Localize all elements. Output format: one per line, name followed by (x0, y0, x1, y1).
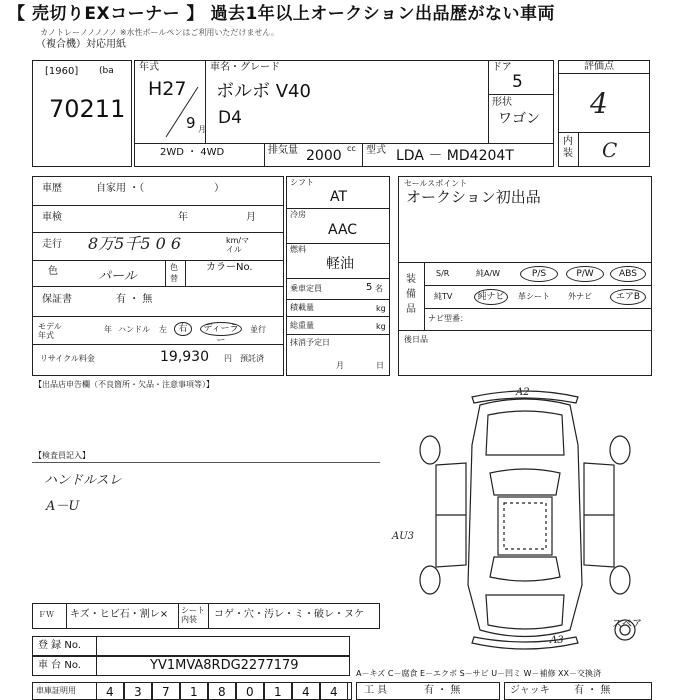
era-year: H27 (148, 78, 187, 100)
sales-point-text: オークション初出品 (406, 188, 541, 206)
inspector-underline (32, 462, 380, 463)
certificate-digit-cell (264, 682, 292, 700)
deregistration-label: 抹消予定日 (290, 338, 330, 347)
jack-label: ジャッキ (510, 685, 550, 696)
certificate-digit: 1 (190, 685, 198, 699)
certificate-label: 車庫証明用 (36, 686, 76, 695)
equip-alloy-wheel: 純A/W (476, 269, 501, 278)
equip-abs (610, 266, 646, 282)
header-notice: カノトレーノノノノノ ※水性ボールペンはご利用いただけません。 (40, 28, 279, 37)
car-grade: D4 (218, 108, 242, 128)
store-notes-label: 【出品店申告欄（不良箇所・欠品・注意事項等）】 (34, 380, 214, 389)
lot-tag: [1960] (45, 66, 79, 77)
certificate-digit-cell (320, 682, 348, 700)
paper-type-label: （複合機）対応用紙 (36, 39, 126, 50)
handle-left: 左 (159, 325, 167, 334)
fuel-label: 燃料 (290, 245, 306, 254)
lot-tag-suffix: (ba (99, 66, 114, 76)
door-label: ドア (492, 62, 512, 73)
ac-label: 冷房 (290, 210, 306, 219)
interior-score: C (602, 138, 618, 162)
tools-label: 工 具 (364, 685, 388, 696)
deregistration-month: 月 (336, 361, 344, 370)
parallel-label: 並行 (250, 325, 266, 334)
certificate-digit-cell (180, 682, 208, 700)
shift-label: シフト (290, 178, 314, 187)
inspector-note-2: A－U (46, 499, 80, 514)
gross-weight-label: 総重量 (290, 321, 314, 330)
certificate-digit: 3 (134, 685, 142, 699)
equip-navi (474, 289, 508, 305)
tools-value: 有 ・ 無 (424, 685, 461, 696)
equip-external-navi: 外ナビ (568, 292, 592, 301)
damage-legend: A－キズ C－腐食 E－エクボ S－サビ U－凹ミ W－補修 XX－交換済 (356, 669, 602, 678)
history-value: 自家用 ・（ ） (96, 183, 225, 194)
score-label: 評価点 (584, 61, 614, 72)
damage-mark-au3: AU3 (392, 531, 415, 542)
spare-label: スペア (612, 619, 642, 630)
equip-power-steering-label: P/S (531, 269, 547, 279)
equip-power-steering (520, 266, 558, 282)
color-change-label: 色替 (170, 263, 178, 283)
capacity-unit: 名 (375, 284, 383, 293)
fuel-value: 軽油 (326, 256, 354, 272)
gross-weight-unit: kg (376, 322, 386, 331)
model-year-label: モデル年式 (38, 322, 62, 340)
score-value: 4 (590, 87, 608, 120)
certificate-digit: 8 (218, 685, 226, 699)
capacity-label: 乗車定員 (290, 284, 322, 293)
car-name: ボルボ V40 (216, 81, 311, 102)
displacement-label: 排気量 (268, 145, 298, 156)
dealer-circle (200, 322, 242, 346)
certificate-digit: 0 (246, 685, 254, 699)
drive-type: 2WD ・ 4WD (160, 147, 225, 158)
year-month: 9 (186, 114, 196, 132)
chassis-label: 車 台 No. (38, 660, 81, 671)
capacity-value: 5 (366, 282, 373, 293)
detail-table-left (32, 176, 284, 376)
body-shape-label: 形状 (492, 97, 512, 108)
banner-title: 【 売切りEXコーナー 】 過去1年以上オークション出品歴がない車両 (8, 4, 555, 24)
warranty-value: 有 ・ 無 (116, 294, 153, 305)
certificate-digit-cell (292, 682, 320, 700)
load-unit: kg (376, 304, 386, 313)
inspector-label: 【検査員記入】 (34, 451, 90, 460)
model-year-unit: 年 (104, 325, 112, 334)
recycle-note: 預託済 (240, 354, 264, 363)
certificate-digit-cell (208, 682, 236, 700)
damage-mark-a2: A2 (516, 387, 530, 398)
certificate-digit-cell (152, 682, 180, 700)
lot-number-box (32, 60, 132, 167)
color-number-label: カラーNo. (206, 262, 253, 273)
year-label: 年式 (139, 62, 159, 73)
inspection-month-unit: 月 (246, 212, 256, 223)
damage-mark-a3: A3 (550, 635, 564, 646)
equip-tv: 純TV (434, 292, 453, 301)
certificate-digit: 4 (330, 685, 338, 699)
load-label: 積載量 (290, 303, 314, 312)
equipment-label: 装備品 (406, 274, 416, 315)
certificate-digit-cell (124, 682, 152, 700)
warranty-label: 保証書 (42, 294, 72, 305)
certificate-digit-cell (236, 682, 264, 700)
color-label: 色 (48, 266, 58, 277)
mileage-value: 8万5千5 0 6 (88, 234, 182, 253)
equip-navi-label: 純ナビ (477, 292, 505, 302)
model-code-label: 型式 (366, 145, 386, 156)
inspector-note-1: ハンドルスレ (44, 473, 122, 488)
rear-notes-label: 後日品 (404, 335, 428, 344)
equip-power-window (566, 266, 604, 282)
recycle-fee: 19,930 (160, 349, 209, 365)
car-name-label: 車名・グレード (210, 62, 280, 73)
seat-notes: コゲ・穴・汚レ・ミ・破レ・ヌケ (214, 609, 364, 620)
equip-airbag-label: エアB (615, 292, 641, 302)
fw-scratch-notes: キズ・ヒビ石・割レ× (70, 609, 169, 620)
fw-label: ＦＷ (38, 610, 54, 619)
seat-interior-label: シート内装 (181, 606, 205, 624)
month-unit: 月 (198, 125, 206, 134)
handle-right: 右 (178, 324, 188, 334)
handle-right-circle (174, 322, 192, 336)
dealer-label: ディーラー (203, 324, 239, 346)
certificate-digit: 4 (302, 685, 310, 699)
deregistration-day: 日 (376, 361, 384, 370)
equip-sunroof: S/R (436, 269, 450, 278)
interior-label: 内装 (563, 136, 573, 159)
ac-value: AAC (328, 222, 358, 238)
body-shape: ワゴン (498, 111, 540, 127)
certificate-digit-cell (96, 682, 124, 700)
navi-model-label: ナビ型番： (428, 314, 468, 323)
handle-label: ハンドル (118, 325, 150, 334)
history-label: 車歴 (42, 183, 62, 194)
recycle-label: リサイクル料金 (40, 354, 95, 363)
registration-label: 登 録 No. (38, 640, 81, 651)
recycle-unit: 円 (224, 354, 232, 363)
certificate-digit: 4 (106, 685, 114, 699)
certificate-digit: 7 (162, 685, 170, 699)
certificate-digit: 1 (274, 685, 282, 699)
jack-value: 有 ・ 無 (574, 685, 611, 696)
model-code: LDA － MD4204T (396, 148, 514, 164)
equip-abs-label: ABS (619, 269, 637, 279)
mileage-label: 走行 (42, 239, 62, 250)
equip-airbag (610, 289, 646, 305)
door-count: 5 (512, 72, 523, 92)
lot-number: 70211 (49, 95, 126, 123)
equip-power-window-label: P/W (576, 269, 594, 279)
mileage-unit: km/マイル (226, 236, 250, 254)
inspection-label: 車検 (42, 212, 62, 223)
displacement-unit: cc (347, 144, 356, 153)
color-value: パール (98, 269, 137, 284)
sales-point-label: セールスポイント (404, 179, 468, 188)
chassis-number: YV1MVA8RDG2277179 (150, 658, 299, 673)
inspection-year-unit: 年 (178, 212, 188, 223)
displacement: 2000 (306, 148, 342, 164)
shift-value: AT (330, 189, 348, 205)
equip-leather-seat: 革シート (518, 292, 550, 301)
